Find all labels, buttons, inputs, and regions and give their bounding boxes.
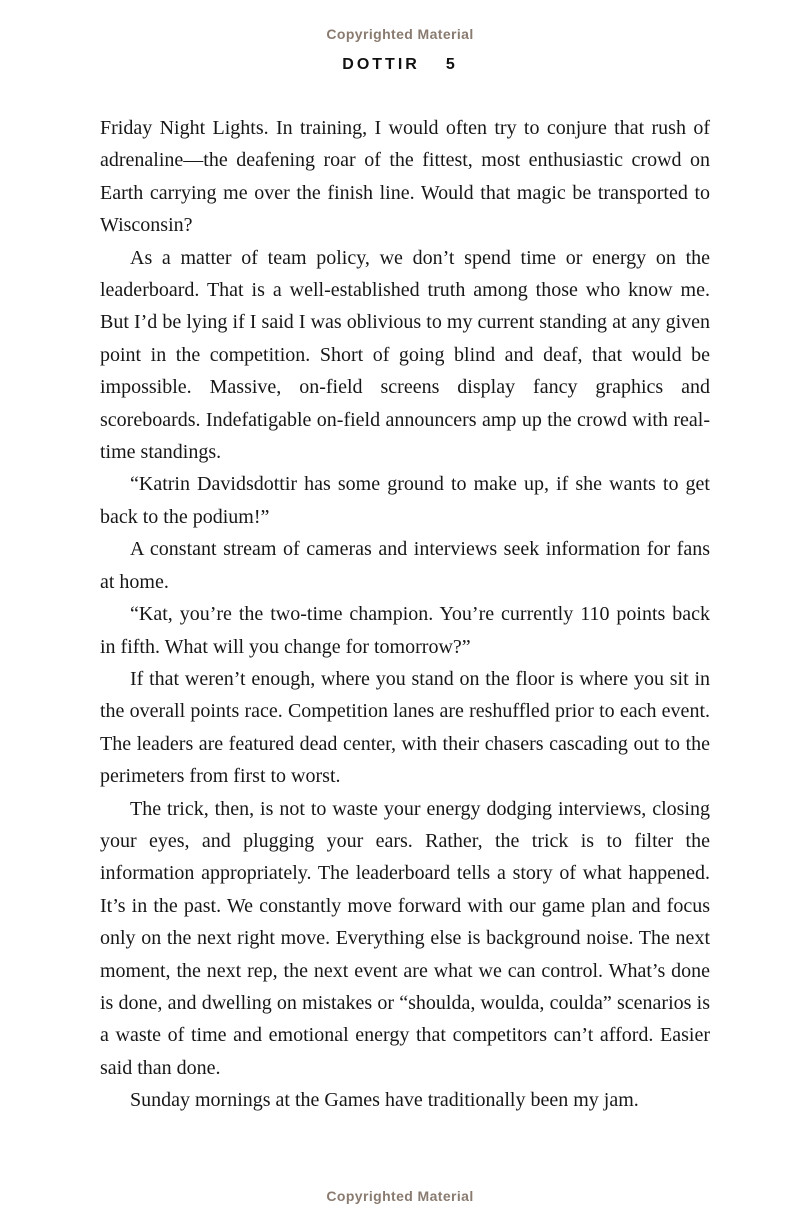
paragraph: If that weren’t enough, where you stand on the floor is where you sit in the overall points race. Competition lanes are reshuffled prior to each event. The leaders are featured dead center, with their chasers cascading out to the perimeters from first to worst.: [100, 667, 710, 788]
paragraph: “Kat, you’re the two-time champion. You’re currently 110 points back in fifth. What will you change for tomorrow?”: [100, 603, 710, 658]
book-title: DOTTIR: [342, 56, 420, 73]
paragraph: “Katrin Davidsdottir has some ground to make up, if she wants to get back to the podium!”: [100, 473, 710, 528]
body-text: [100, 112, 710, 1117]
paragraph: Friday Night Lights. In training, I would often try to conjure that rush of adrenaline—the deafening roar of the fittest, most enthusiastic crowd on Earth carrying me over the finish line. Would that magic be transported to Wisconsin?: [100, 117, 710, 237]
paragraph: A constant stream of cameras and interviews seek information for fans at home.: [100, 538, 710, 593]
page-number: 5: [445, 56, 458, 73]
paragraph: As a matter of team policy, we don’t spend time or energy on the leaderboard. That is a well-established truth among those who know me. But I’d be lying if I said I was oblivious to my current standing at any given point in the competition. Short of going blind and deaf, that would be impossible. Massive, on-field screens display fancy graphics and scoreboards. Indefatigable on-field announcers amp up the crowd with real-time standings.: [100, 246, 710, 464]
paragraph: Sunday mornings at the Games have traditionally been my jam.: [130, 1089, 639, 1112]
copyright-notice-bottom: Copyrighted Material: [326, 1188, 474, 1204]
copyright-notice-top: Copyrighted Material: [326, 26, 474, 42]
running-head: [0, 56, 800, 74]
paragraph: The trick, then, is not to waste your energy dodging interviews, closing your eyes, and plugging your ears. Rather, the trick is to filter the information appropriately. The leaderboard tells a story of what happened. It’s in the past. We constantly move forward with our game plan and focus only on the next right move. Everything else is background noise. The next moment, the next rep, the next event are what we can control. What’s done is done, and dwelling on mistakes or “shoulda, woulda, coulda” scenarios is a waste of time and emotional energy that competitors can’t afford. Easier said than done.: [100, 797, 710, 1079]
